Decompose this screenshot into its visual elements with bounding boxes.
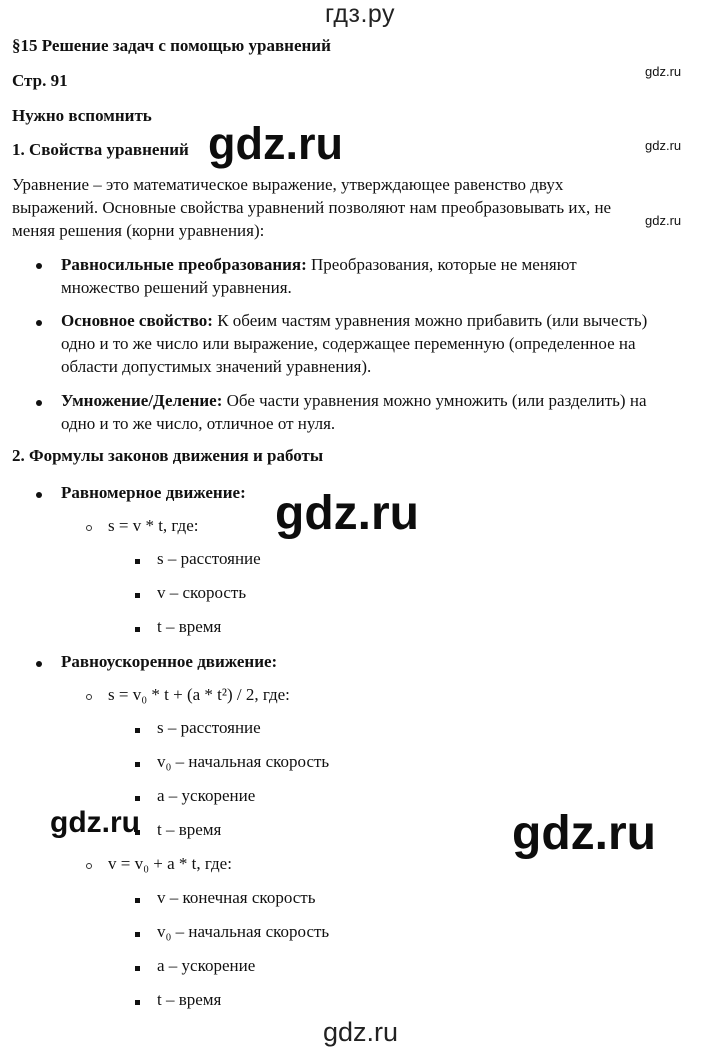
item-text: Обе части уравнения можно умножить (или разделить) на (222, 391, 647, 410)
list-item (61, 389, 647, 412)
part2-title: 2. Формулы законов движения и работы (12, 446, 324, 465)
part1-intro-line3: меняя решения (корни уравнения): (12, 221, 265, 240)
item-text: Преобразования, которые не меняют (306, 255, 577, 274)
sub-bullet-circle (86, 863, 92, 869)
watermark-large: gdz.ru (275, 487, 419, 540)
part1-title: 1. Свойства уравнений (12, 140, 189, 159)
accelerated-motion-label: Равноускоренное движение: (61, 652, 278, 671)
watermark-footer: gdz.ru (323, 1017, 399, 1047)
watermark-large: gdz.ru (512, 807, 656, 860)
section-title: §15 Решение задач с помощью уравнений (12, 36, 331, 55)
square-bullet (135, 796, 140, 801)
bullet-dot (36, 661, 42, 667)
sub-bullet-circle (86, 525, 92, 531)
item-text: К обеим частям уравнения можно прибавить (или вычесть) (212, 311, 648, 330)
accelerated-formula-1: s = v₀ * t + (a * t²) / 2, где: (108, 685, 290, 704)
item-term: Умножение/Деление: (61, 391, 223, 410)
item-term: Основное свойство: (61, 311, 213, 330)
sub-bullet-circle (86, 694, 92, 700)
square-bullet (135, 762, 140, 767)
list-item (61, 309, 647, 332)
bullet-dot (36, 400, 42, 406)
watermark-small: gdz.ru (645, 213, 682, 228)
item-text-cont: одно и то же число, отличное от нуля. (61, 414, 336, 433)
variable-item: v₀ – начальная скорость (157, 922, 330, 941)
variable-item: v – скорость (157, 583, 247, 602)
variable-item: v₀ – начальная скорость (157, 752, 330, 771)
item-term: Равносильные преобразования: (61, 255, 307, 274)
variable-item: t – время (157, 617, 222, 636)
square-bullet (135, 1000, 140, 1005)
accelerated-formula-2: v = v₀ + a * t, где: (108, 854, 232, 873)
watermark-small: gdz.ru (645, 138, 682, 153)
variable-item: s – расстояние (157, 718, 261, 737)
need-to-remember-heading: Нужно вспомнить (12, 106, 152, 125)
list-item (61, 253, 577, 276)
watermark-small: gdz.ru (645, 64, 682, 79)
square-bullet (135, 966, 140, 971)
square-bullet (135, 898, 140, 903)
variable-item: a – ускорение (157, 956, 256, 975)
part1-intro-line2: выражений. Основные свойства уравнений позволяют нам преобразовывать их, не (12, 198, 612, 217)
site-header: гдз.ру (324, 0, 396, 28)
uniform-formula: s = v * t, где: (108, 516, 199, 535)
bullet-dot (36, 492, 42, 498)
watermark-large: gdz.ru (208, 118, 343, 169)
variable-item: v – конечная скорость (157, 888, 316, 907)
square-bullet (135, 559, 140, 564)
square-bullet (135, 728, 140, 733)
variable-item: t – время (157, 990, 222, 1009)
item-text-cont: множество решений уравнения. (61, 278, 292, 297)
uniform-motion-label: Равномерное движение: (61, 483, 246, 502)
bullet-dot (36, 320, 42, 326)
bullet-dot (36, 263, 42, 269)
variable-item: s – расстояние (157, 549, 261, 568)
part1-intro-line1: Уравнение – это математическое выражение, утверждающее равенство двух (12, 175, 564, 194)
item-text-cont: одно и то же число или выражение, содержащее переменную (определенное на (61, 334, 636, 353)
variable-item: a – ускорение (157, 786, 256, 805)
watermark-medium: gdz.ru (50, 806, 140, 839)
square-bullet (135, 932, 140, 937)
square-bullet (135, 627, 140, 632)
item-text-cont: области допустимых значений уравнения). (61, 357, 372, 376)
page-ref: Стр. 91 (12, 71, 68, 90)
square-bullet (135, 593, 140, 598)
variable-item: t – время (157, 820, 222, 839)
